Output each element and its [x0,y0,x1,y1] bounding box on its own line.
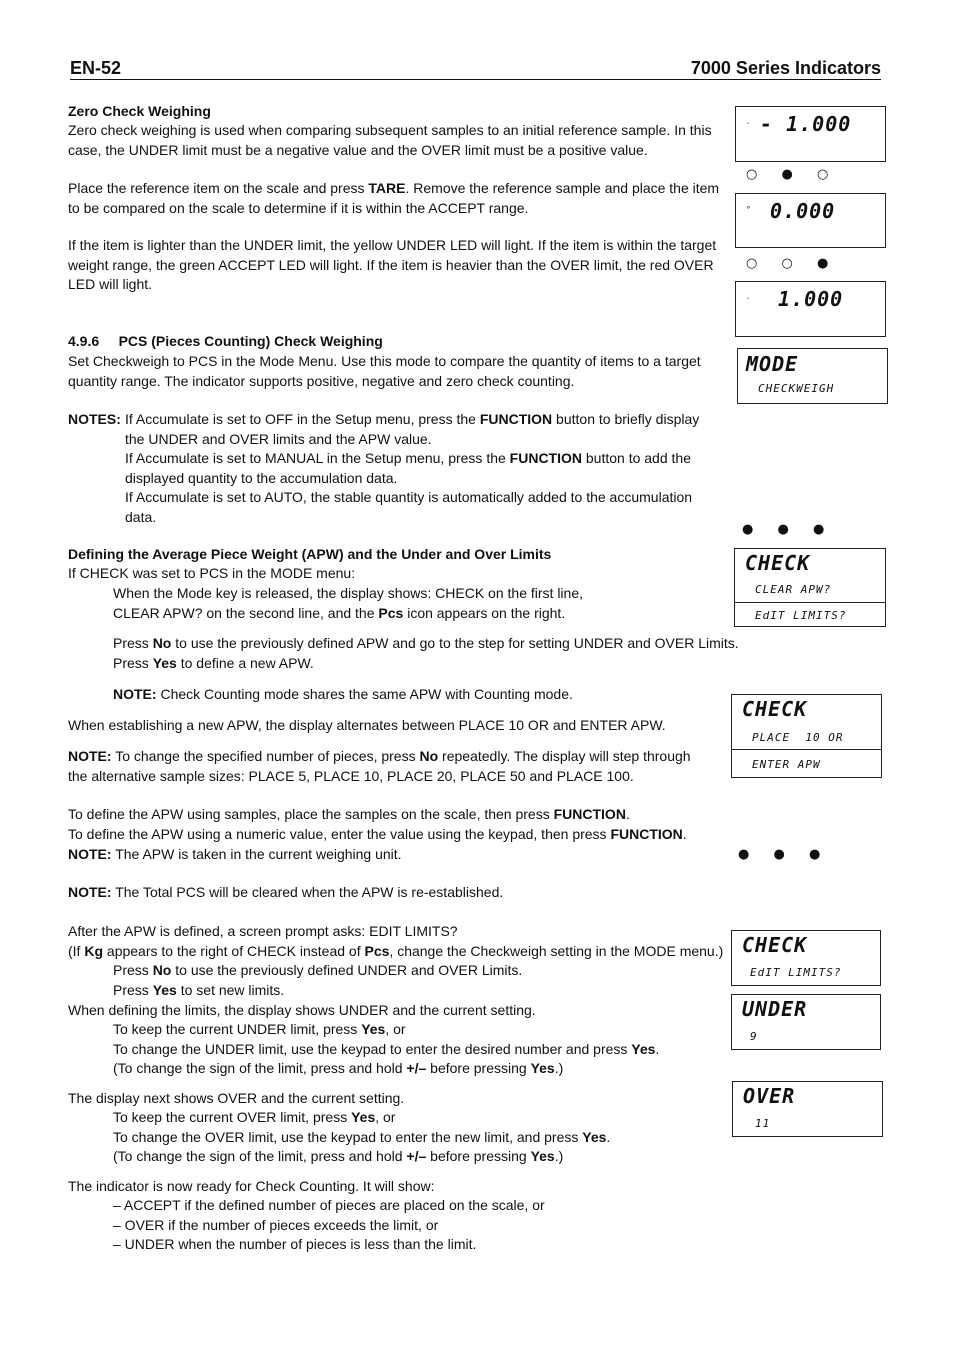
document-title: 7000 Series Indicators [690,58,881,78]
apw-note3: NOTE: The APW is taken in the current weighing unit. [68,846,402,862]
lcd-mode-checkweigh: MODE CHECKWEIGH [737,348,888,404]
lcd-display-zero: ° 0.000 [735,193,886,248]
zero-check-p1: Zero check weighing is used when comparing subsequent samples to an initial reference sample. In this case, the UNDER limit must be a negative value and the OVER limit must be a positive value. [68,122,712,158]
pcs-title: 4.9.6 PCS (Pieces Counting) Check Weighing [68,333,383,349]
apw-p3: Press No to use the previously defined APW and go to the step for setting UNDER and OVER Limits. Press Yes to define a new APW. [113,635,739,671]
led-indicators-under: ○ ● ○ [746,167,839,182]
lcd-display-plus: ` 1.000 [735,281,886,337]
apw-note: NOTE: Check Counting mode shares the same APW with Counting mode. [113,686,573,702]
zero-check-p3: If the item is lighter than the UNDER limit, the yellow UNDER LED will light. If the item is within the target weight range, the green ACCEPT LED will light. If the item is heavier than the OVER limit, the red OVER LED will light. [68,237,717,292]
note-3: If Accumulate is set to AUTO, the stable quantity is automatically added to the accumulation data. [125,489,693,525]
apw-under-steps: To keep the current UNDER limit, press Yes, or To change the UNDER limit, use the keypad to enter the desired number and press Yes. (To change the sign of the limit, press and hold +/– before pressing Yes.) [113,1021,660,1076]
notes-body [125,410,710,527]
apw-p15: The display next shows OVER and the current setting. [68,1090,405,1106]
apw-p1: If CHECK was set to PCS in the MODE menu: [68,565,356,581]
zero-check-p2: Place the reference item on the scale and press TARE. Remove the reference sample and place the item to be compared on the scale to determine if it is within the ACCEPT range. [68,180,720,216]
apw-note2: NOTE: To change the specified number of pieces, press No repeatedly. The display will step through the alternative sample sizes: PLACE 5, PLACE 10, PLACE 20, PLACE 50 and PLACE 100. [68,748,691,784]
pcs-p1: Set Checkweigh to PCS in the Mode Menu. Use this mode to compare the quantity of items to a target quantity range. The indicator supports positive, negative and zero check counting. [68,353,701,389]
apw-p6: To define the APW using a numeric value, enter the value using the keypad, then press FUNCTION. [68,826,687,842]
notes-label: NOTES: [68,411,121,427]
list-item: – ACCEPT if the defined number of pieces are placed on the scale, or [113,1197,545,1213]
apw-title: Defining the Average Piece Weight (APW) and the Under and Over Limits [68,546,552,562]
apw-p11: When defining the limits, the display shows UNDER and the current setting. [68,1002,536,1018]
lcd-check-place-apw: CHECK PLACE 10 OR ENTER APW [731,694,882,778]
apw-result-list [113,1196,693,1255]
lcd-display-minus: ` - 1.000 [735,106,886,162]
led-indicators-over: ○ ○ ● [746,256,839,271]
page-number: EN-52 [70,58,122,78]
continuation-dots: ● ● ● [742,522,835,537]
list-item: – OVER if the number of pieces exceeds the limit, or [113,1216,439,1233]
lcd-check-edit-limits: CHECK EdIT LIMITS? [731,930,881,986]
note-2: If Accumulate is set to MANUAL in the Setup menu, press the FUNCTION button to add the displayed quantity to the accumulation data. [125,450,691,486]
zero-check-title: Zero Check Weighing [68,103,211,119]
header-rule [70,79,881,80]
apw-p9-p10: Press No to use the previously defined UNDER and OVER Limits. Press Yes to set new limits. [113,962,523,998]
apw-p4: When establishing a new APW, the display alternates between PLACE 10 OR and ENTER APW. [68,717,666,733]
lcd-check-clear-apw: CHECK CLEAR APW? EdIT LIMITS? [734,548,886,627]
apw-p2: When the Mode key is released, the display shows: CHECK on the first line, CLEAR APW? on the second line, and the Pcs icon appears on the right. [113,585,583,621]
lcd-over-limit: OVER 11 [732,1081,883,1137]
note-1: If Accumulate is set to OFF in the Setup menu, press the FUNCTION button to briefly display the UNDER and OVER limits and the APW value. [125,411,700,447]
apw-p7: After the APW is defined, a screen prompt asks: EDIT LIMITS? [68,923,458,939]
apw-over-steps: To keep the current OVER limit, press Yes, or To change the OVER limit, use the keypad to enter the new limit, and press Yes. (To change the sign of the limit, press and hold +/– before pressing Yes.) [113,1109,611,1164]
list-item: – UNDER when the number of pieces is less than the limit. [113,1236,477,1252]
continuation-dots: ● ● ● [738,847,831,862]
apw-note4: NOTE: The Total PCS will be cleared when the APW is re-established. [68,884,504,900]
apw-p8: (If Kg appears to the right of CHECK instead of Pcs, change the Checkweigh setting in the MODE menu.) [68,943,724,959]
lcd-under-limit: UNDER 9 [731,994,881,1050]
apw-p19: The indicator is now ready for Check Counting. It will show: [68,1178,435,1194]
apw-p5: To define the APW using samples, place the samples on the scale, then press FUNCTION. [68,806,630,822]
